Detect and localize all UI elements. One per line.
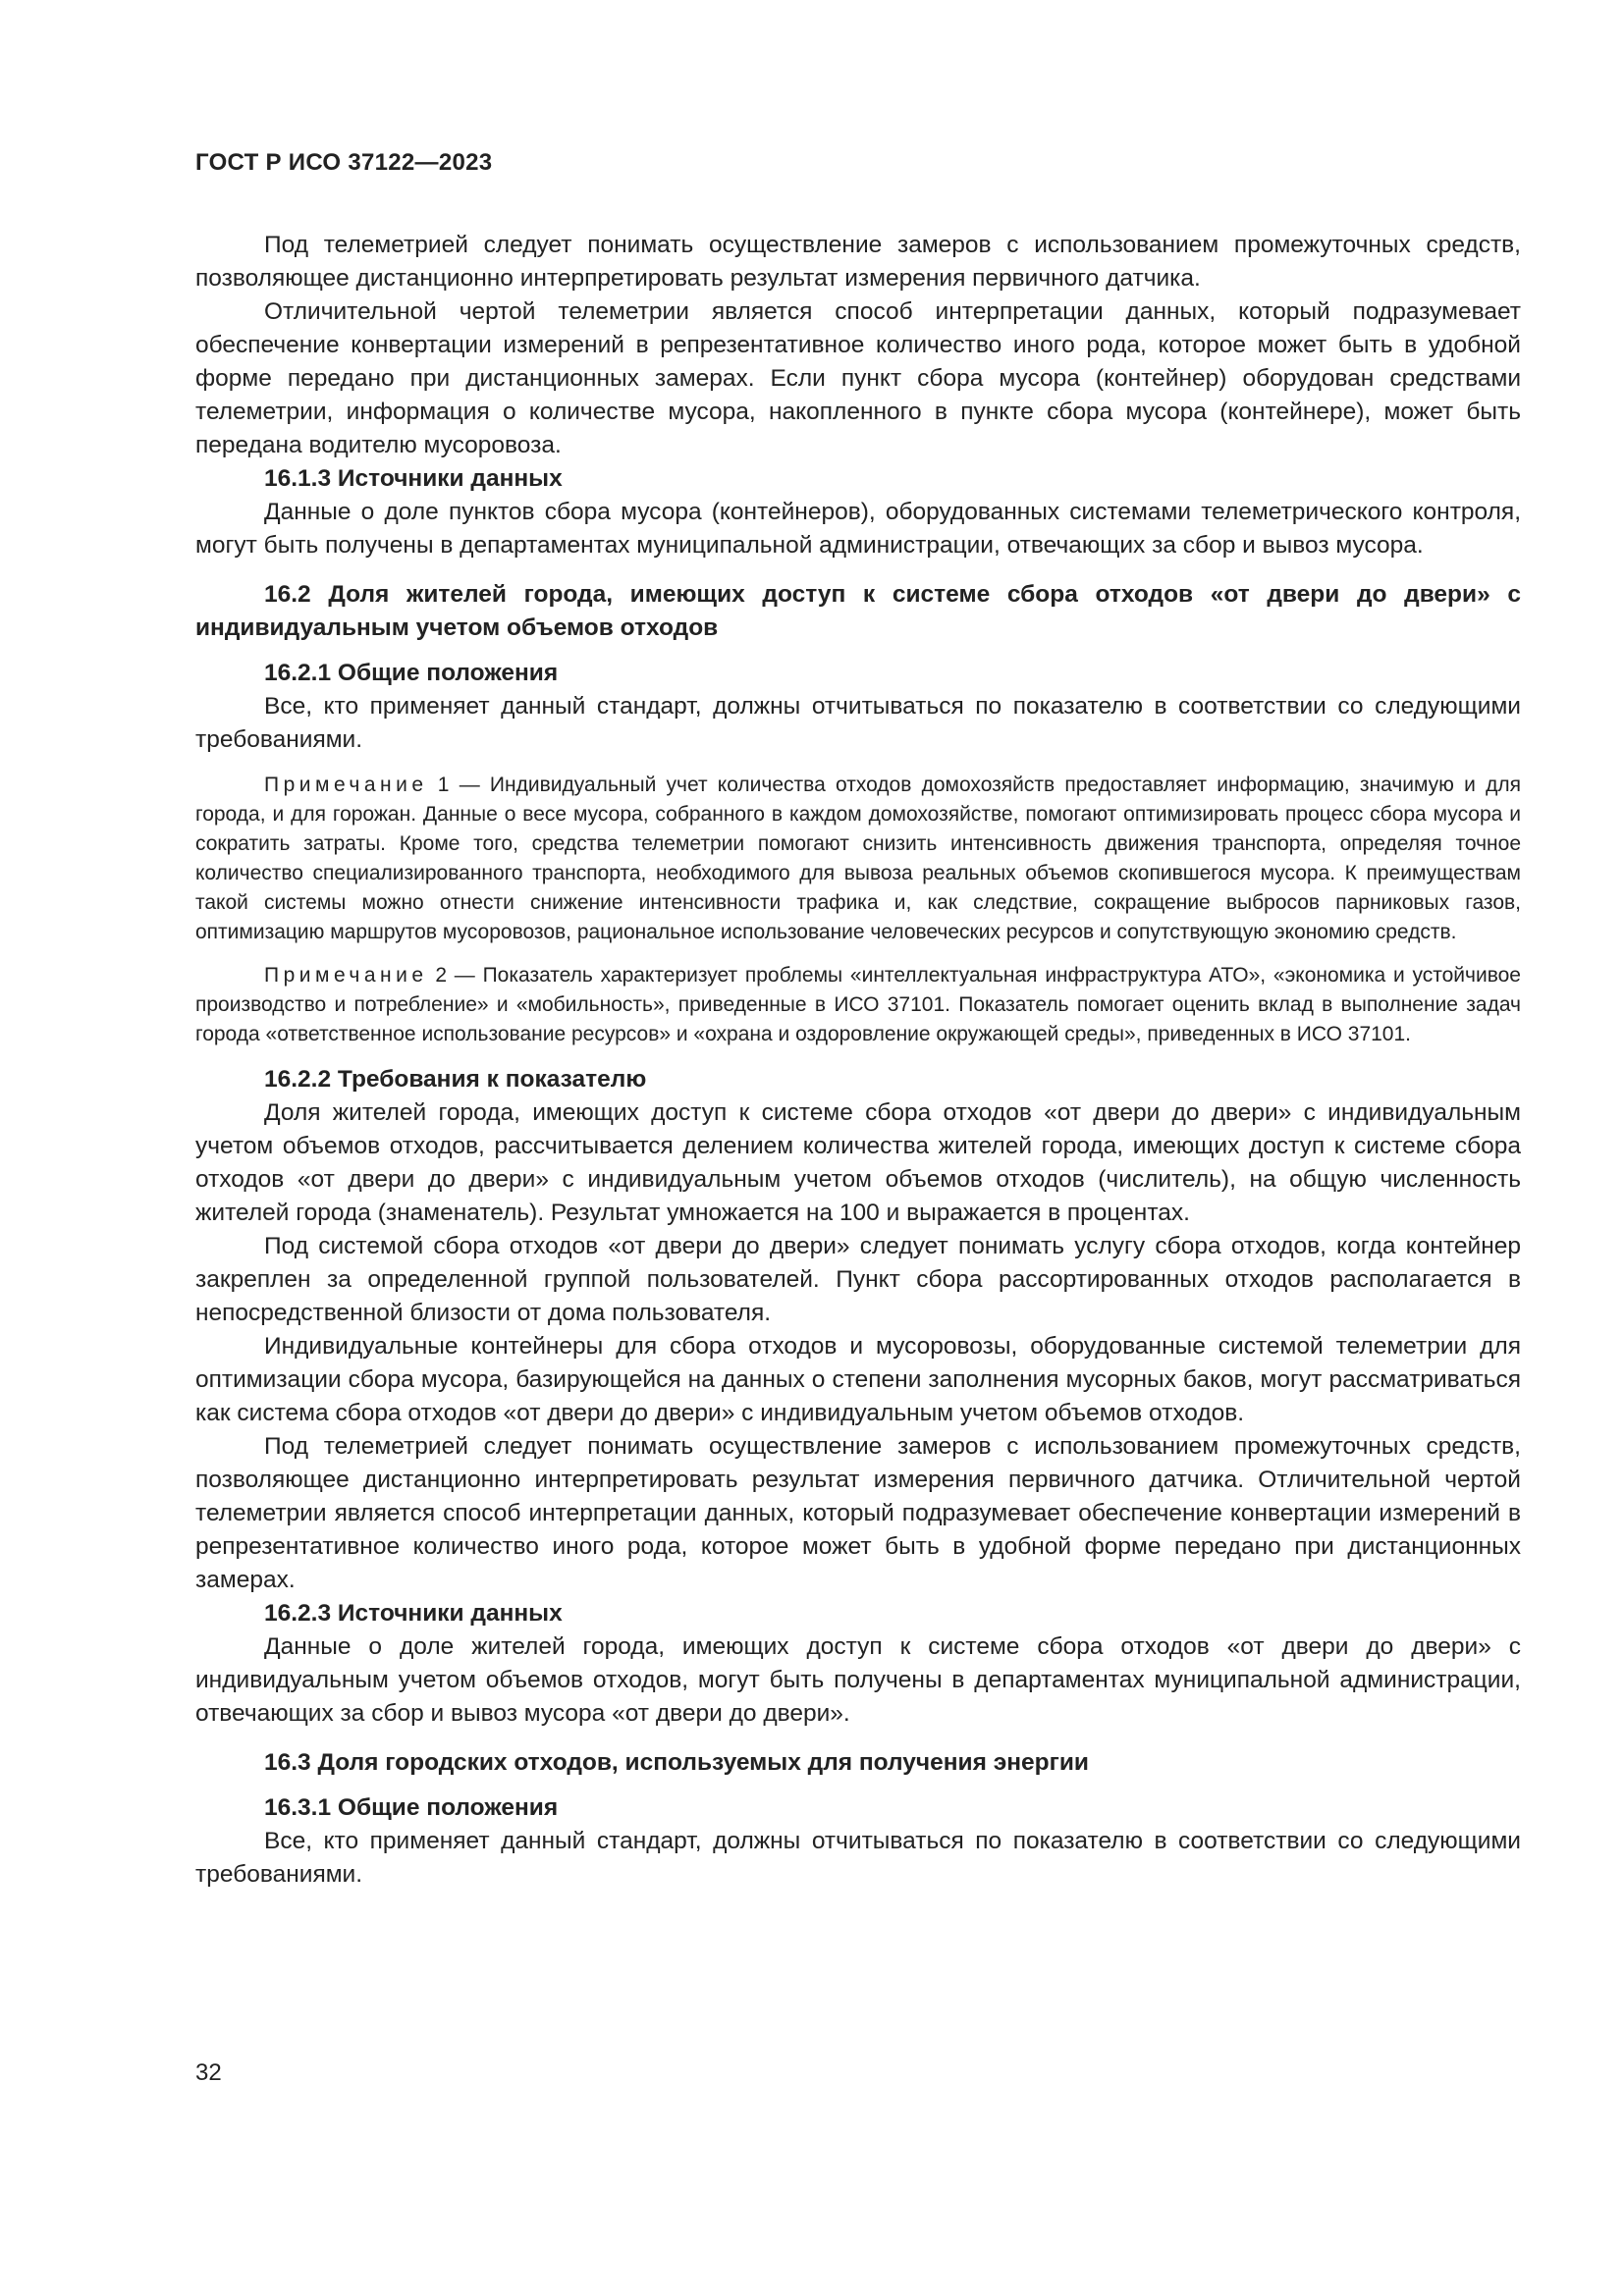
- heading-16-3-1: 16.3.1 Общие положения: [264, 1794, 559, 1821]
- note-1-text: 1 — Индивидуальный учет количества отходов домохозяйств предоставляет информацию, значимую и для города, и для горожан. Данные о весе мусора, собранного в каждом домохозяйстве, помогают оптимизировать процесс сбора мусора и сократить затраты. Кроме того, средства телеметрии помогают снизить интенсивность движения транспорта, определяя точное количество специализированного транспорта, необходимого для вывоза реальных объемов скопившегося мусора. К преимуществам такой системы можно отнести снижение интенсивности трафика и, как следствие, сокращение выбросов парниковых газов, оптимизацию маршрутов мусоровозов, рациональное использование человеческих ресурсов и сопутствующую экономию средств.: [195, 774, 1521, 943]
- heading-16-2-1: 16.2.1 Общие положения: [264, 660, 559, 686]
- note-2-text: 2 — Показатель характеризует проблемы «интеллектуальная инфраструктура АТО», «экономика и устойчивое производство и потребление» и «мобильность», приведенные в ИСО 37101. Показатель помогает оценить вклад в выполнение задач города «ответственное использование ресурсов» и «охрана и оздоровление окружающей среды», приведенных в ИСО 37101.: [195, 964, 1521, 1045]
- document-body: [195, 229, 1521, 1892]
- page-number: 32: [195, 2059, 222, 2086]
- paragraph-door-to-door-definition: Под системой сбора отходов «от двери до двери» следует понимать услугу сбора отходов, когда контейнер закреплен за определенной группой пользователей. Пункт сбора рассортированных отходов располагается в непосредственной близости от дома пользователя.: [195, 1233, 1521, 1326]
- document-header: ГОСТ Р ИСО 37122—2023: [195, 149, 493, 176]
- heading-16-2-2: 16.2.2 Требования к показателю: [264, 1066, 647, 1093]
- paragraph-data-sources-containers: Данные о доле пунктов сбора мусора (контейнеров), оборудованных системами телеметрического контроля, могут быть получены в департаментах муниципальной администрации, отвечающих за сбор и вывоз мусора.: [195, 499, 1521, 559]
- note-1: [195, 771, 1521, 947]
- paragraph-telemetry-repeat: Под телеметрией следует понимать осуществление замеров с использованием промежуточных средств, позволяющее дистанционно интерпретировать результат измерения первичного датчика. Отличительной чертой телеметрии является способ интерпретации данных, который подразумевает обеспечение конвертации измерений в репрезентативное количество иного рода, которое может быть в удобной форме передано при дистанционных замерах.: [195, 1433, 1521, 1593]
- paragraph-data-sources-residents: Данные о доле жителей города, имеющих доступ к системе сбора отходов «от двери до двери» с индивидуальным учетом объемов отходов, могут быть получены в департаментах муниципальной администрации, отвечающих за сбор и вывоз мусора «от двери до двери».: [195, 1633, 1521, 1727]
- paragraph-indicator-calculation: Доля жителей города, имеющих доступ к системе сбора отходов «от двери до двери» с индивидуальным учетом объемов отходов, рассчитывается делением количества жителей города, имеющих доступ к системе сбора отходов «от двери до двери» с индивидуальным учетом объемов отходов (числитель), на общую численность жителей города (знаменатель). Результат умножается на 100 и выражается в процентах.: [195, 1099, 1521, 1226]
- heading-16-1-3: 16.1.3 Источники данных: [264, 465, 563, 492]
- paragraph-telemetry-definition: Под телеметрией следует понимать осуществление замеров с использованием промежуточных средств, позволяющее дистанционно интерпретировать результат измерения первичного датчика.: [195, 232, 1521, 292]
- heading-16-3: 16.3 Доля городских отходов, используемых для получения энергии: [264, 1749, 1089, 1776]
- paragraph-individual-containers: Индивидуальные контейнеры для сбора отходов и мусоровозы, оборудованные системой телеметрии для оптимизации сбора мусора, базирующейся на данных о степени заполнения мусорных баков, могут рассматриваться как система сбора отходов «от двери до двери» с индивидуальным учетом объемов отходов.: [195, 1333, 1521, 1426]
- heading-16-2: 16.2 Доля жителей города, имеющих доступ к системе сбора отходов «от двери до двери» с индивидуальным учетом объемов отходов: [195, 581, 1521, 641]
- paragraph-general-requirements-2: Все, кто применяет данный стандарт, должны отчитываться по показателю в соответствии со следующими требованиями.: [195, 1828, 1521, 1888]
- paragraph-general-requirements: Все, кто применяет данный стандарт, должны отчитываться по показателю в соответствии со следующими требованиями.: [195, 693, 1521, 753]
- note-1-label: Примечание: [264, 774, 428, 796]
- heading-16-2-3: 16.2.3 Источники данных: [264, 1600, 563, 1627]
- paragraph-telemetry-feature: Отличительной чертой телеметрии является способ интерпретации данных, который подразумевает обеспечение конвертации измерений в репрезентативное количество иного рода, которое может быть в удобной форме передано при дистанционных замерах. Если пункт сбора мусора (контейнер) оборудован средствами телеметрии, информация о количестве мусора, накопленного в пункте сбора мусора (контейнере), может быть передана водителю мусоровоза.: [195, 298, 1521, 458]
- note-2-label: Примечание: [264, 964, 428, 987]
- note-2: [195, 961, 1521, 1049]
